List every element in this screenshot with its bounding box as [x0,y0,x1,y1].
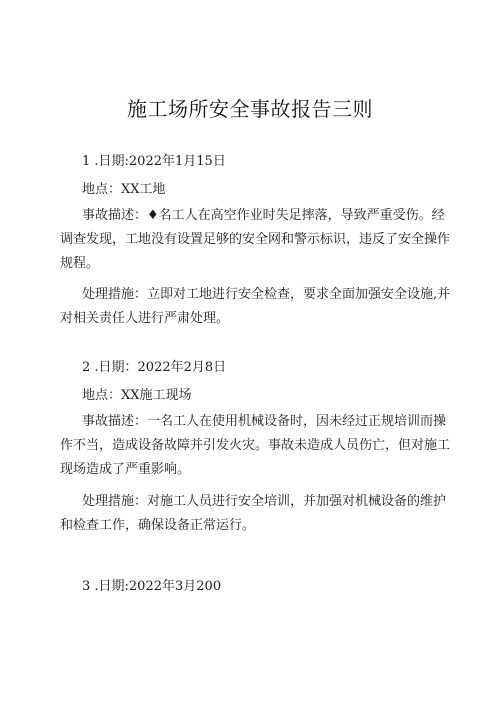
report-3-date: 3 .日期:2022年3月200 [82,579,222,594]
report-1-measures: 处理措施：立即对工地进行安全检查，要求全面加强安全设施,并对相关责任人进行严肃处理。 [60,287,451,326]
report-2-date: 2 .日期：2022年2月8日 [82,360,227,375]
report-2-description: 事故描述：一名工人在使用机械设备时，因未经过正规培训而操作不当，造成设备故障并引发火灾。事故未造成人员伤亡，但对施工现场造成了严重影响。 [60,414,451,477]
report-2-measures: 处理措施：对施工人员进行安全培训，并加强对机械设备的维护和检查工作，确保设备正常运行。 [60,494,447,533]
report-1-location: 地点：XX工地 [82,182,166,197]
report-2-location: 地点：XX施工现场 [82,388,192,403]
report-1-date: 1 .日期:2022年1月15日 [82,154,226,169]
report-1-description: 事故描述：♦名工人在高空作业时失足摔落，导致严重受伤。经调查发现，工地没有设置足够的安全网和警示标识，违反了安全操作规程。 [60,208,451,271]
document-title: 施工场所安全事故报告三则 [127,97,373,121]
